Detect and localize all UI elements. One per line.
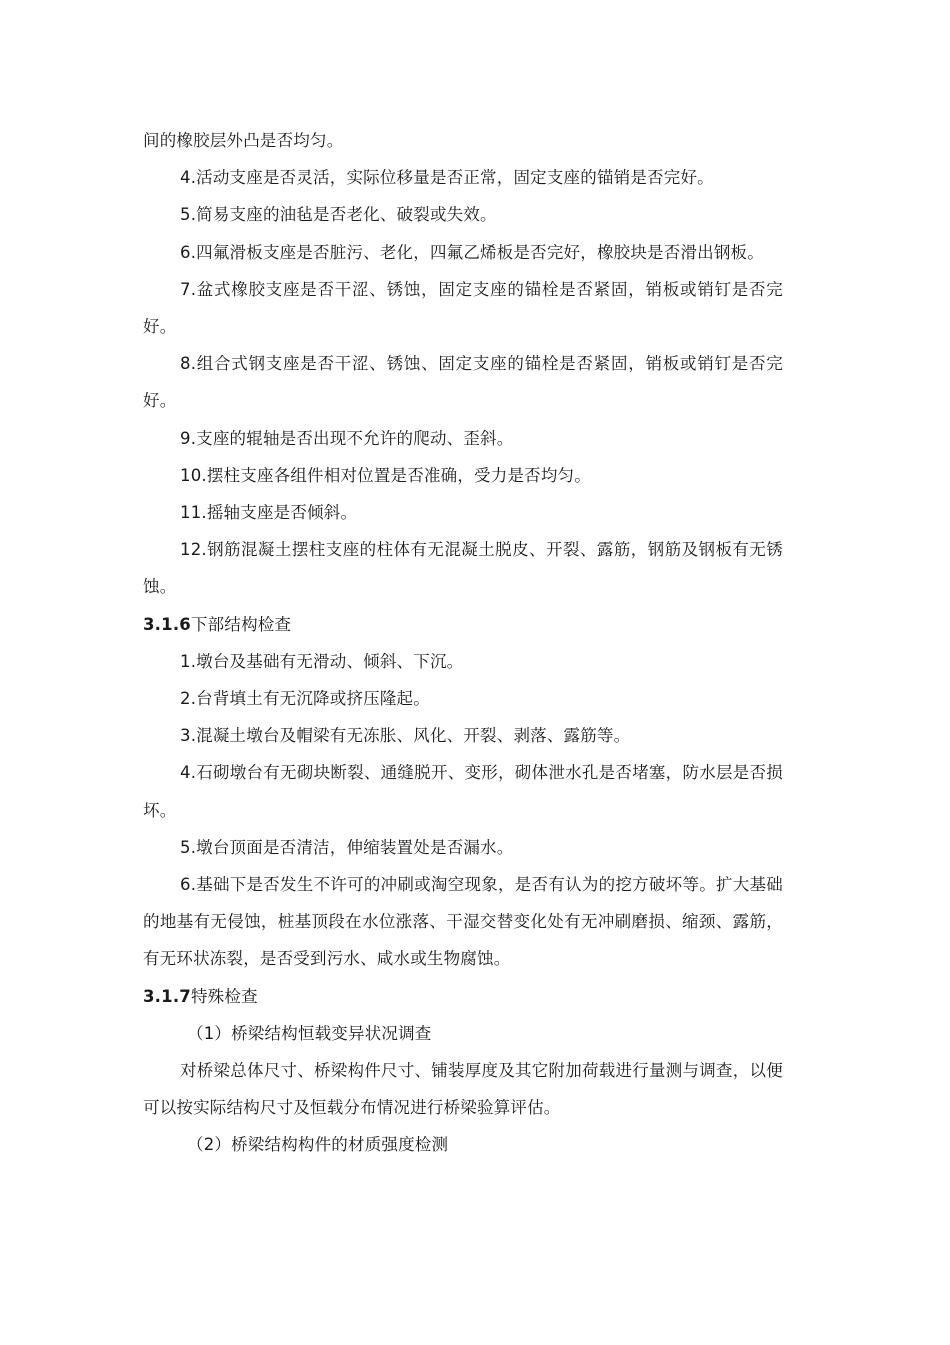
section-heading-3-1-6 [143,606,783,643]
substructure-check-item-3: 3.混凝土墩台及帽梁有无冻胀、风化、开裂、剥落、露筋等。 [180,726,631,746]
bearing-check-item-6: 6.四氟滑板支座是否脏污、老化，四氟乙烯板是否完好，橡胶块是否滑出钢板。 [180,242,764,262]
bearing-check-item-5: 5.简易支座的油毡是否老化、破裂或失效。 [180,205,497,225]
special-check-paragraph: 对桥梁总体尺寸、桥梁构件尺寸、铺装厚度及其它附加荷载进行量测与调查，以便可以按实际结构尺寸及恒载分布情况进行桥梁验算评估。 [143,1061,783,1118]
bearing-check-item-10: 10.摆柱支座各组件相对位置是否准确，受力是否均匀。 [180,465,591,485]
bearing-check-item-8: 8.组合式钢支座是否干涩、锈蚀、固定支座的锚栓是否紧固，销板或销钉是否完好。 [143,354,783,411]
bearing-check-item-4: 4.活动支座是否灵活，实际位移量是否正常，固定支座的锚销是否完好。 [180,168,714,188]
section-title: 特殊检查 [190,986,258,1006]
bearing-check-item-12: 12.钢筋混凝土摆柱支座的柱体有无混凝土脱皮、开裂、露筋，钢筋及钢板有无锈蚀。 [143,540,783,597]
substructure-check-item-6: 6.基础下是否发生不许可的冲刷或淘空现象，是否有认为的挖方破坏等。扩大基础的地基有无侵蚀，桩基顶段在水位涨落、干湿交替变化处有无冲刷磨损、缩颈、露筋，有无环状冻裂，是否受到污水、咸水或生物腐蚀。 [143,875,783,969]
special-check-subitem-1: （1）桥梁结构恒载变异状况调查 [187,1023,432,1043]
paragraph-continuation: 间的橡胶层外凸是否均匀。 [143,131,344,150]
section-title: 下部结构检查 [190,614,292,634]
section-number: 3.1.7 [143,986,191,1006]
section-number: 3.1.6 [143,614,191,634]
substructure-check-item-2: 2.台背填土有无沉降或挤压隆起。 [180,689,430,709]
bearing-check-item-9: 9.支座的辊轴是否出现不允许的爬动、歪斜。 [180,428,514,448]
special-check-subitem-2: （2）桥梁结构构件的材质强度检测 [187,1135,449,1155]
bearing-check-item-7: 7.盆式橡胶支座是否干涩、锈蚀，固定支座的锚栓是否紧固，销板或销钉是否完好。 [143,279,783,337]
section-heading-3-1-7 [143,978,783,1015]
substructure-check-item-5: 5.墩台顶面是否清洁，伸缩装置处是否漏水。 [180,837,514,857]
substructure-check-item-4: 4.石砌墩台有无砌块断裂、通缝脱开、变形，砌体泄水孔是否堵塞，防水层是否损坏。 [143,763,783,820]
document-body [143,122,783,1164]
bearing-check-item-11: 11.摇轴支座是否倾斜。 [180,503,358,523]
substructure-check-item-1: 1.墩台及基础有无滑动、倾斜、下沉。 [180,651,464,671]
